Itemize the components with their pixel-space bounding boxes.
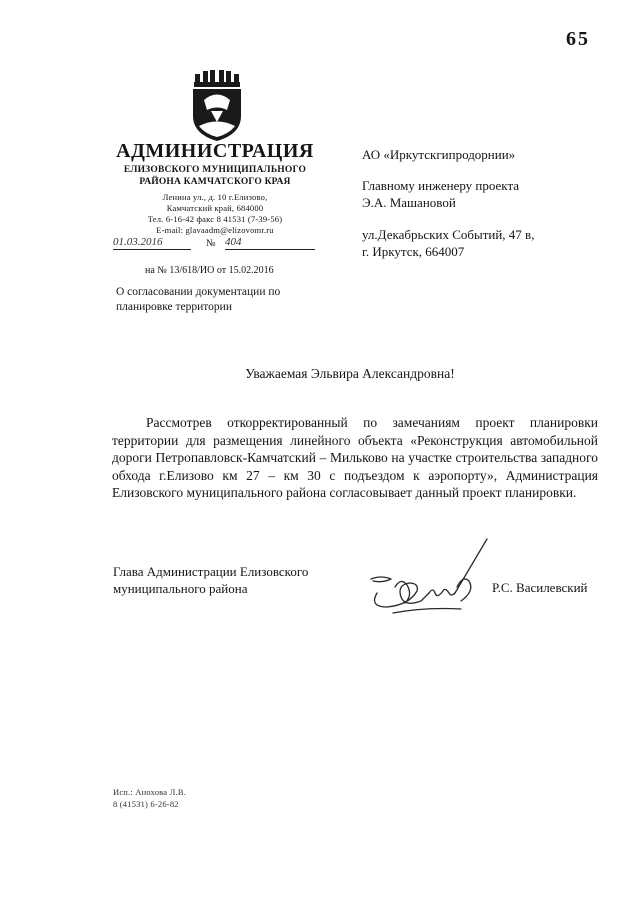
- org-title: АДМИНИСТРАЦИЯ: [116, 140, 314, 162]
- letter-body: Рассмотрев откорректированный по замечаниям проект планировки территории для размещения линейного объекта «Реконструкция автомобильной дороги Петропавловск-Камчатский – Мильково на участке строительства западного обхода г.Елизово км 27 – км 30 с подъездом к аэропорту», Администрация Елизовского муниципального района согласовывает данный проект планировки.: [112, 415, 598, 500]
- signatory-position-line-1: Глава Администрации Елизовского: [113, 564, 309, 579]
- addressee-street: ул.Декабрьских Событий, 47 в,: [362, 227, 535, 242]
- org-email: E-mail: glavaadm@elizovomr.ru: [156, 225, 274, 235]
- reference-line: на № 13/618/ИО от 15.02.2016: [145, 265, 274, 276]
- executor-name: Исп.: Анохова Л.В.: [113, 787, 187, 797]
- page-number: 65: [566, 28, 590, 50]
- coat-of-arms-emblem: [191, 70, 243, 142]
- signatory-position: [113, 563, 353, 597]
- org-phone: Тел. 6-16-42 факс 8 41531 (7-39-56): [147, 214, 283, 224]
- org-address-1: Ленина ул., д. 10 г.Елизово,: [162, 192, 268, 202]
- executor-phone: 8 (41531) 6-26-82: [113, 799, 179, 809]
- addressee-name: Э.А. Машановой: [362, 195, 456, 210]
- addressee-org: АО «Иркутскгипродорнии»: [362, 147, 516, 162]
- org-subtitle-1: ЕЛИЗОВСКОГО МУНИЦИПАЛЬНОГО: [123, 165, 307, 175]
- registration-number: 404: [225, 236, 315, 250]
- registration-date: 01.03.2016: [113, 236, 191, 250]
- registration-number-label: №: [206, 238, 216, 249]
- signatory-position-line-2: муниципального района: [113, 581, 248, 596]
- greeting: Уважаемая Эльвира Александровна!: [245, 366, 455, 381]
- addressee-city: г. Иркутск, 664007: [362, 244, 465, 259]
- signatory-name: Р.С. Василевский: [492, 580, 588, 595]
- letter-subject: [116, 285, 316, 315]
- registration-row: [113, 236, 318, 256]
- subject-line-2: планировке территории: [116, 301, 232, 313]
- org-address-2: Камчатский край, 684000: [166, 203, 264, 213]
- handwritten-signature: [365, 535, 495, 625]
- addressee-position: Главному инженеру проекта: [362, 178, 520, 193]
- subject-line-1: О согласовании документации по: [116, 286, 281, 298]
- org-subtitle-2: РАЙОНА КАМЧАТСКОГО КРАЯ: [139, 177, 291, 187]
